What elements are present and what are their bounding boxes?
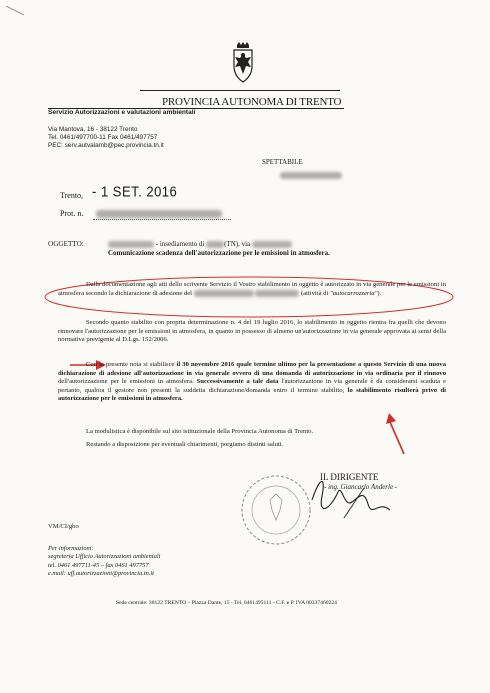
handwritten-signature <box>304 470 394 530</box>
p1-text-b: (attività di <box>301 289 329 297</box>
redacted-date-2 <box>255 290 299 297</box>
p1-text-d: ). <box>377 289 382 297</box>
info-line-2: tel. 0461 497711-45 – fax 0461 497757 <box>48 561 149 569</box>
p3-text-a: Con la presente nota si stabilisce <box>86 361 177 368</box>
p1-activity: "autocarrozzeria" <box>329 289 378 297</box>
info-label: Per informazioni: <box>48 545 94 552</box>
redacted-subject-place <box>206 241 224 248</box>
info-line-3: e.mail: uff.autorizzazioni@provincia.tn.it <box>48 570 154 578</box>
subject-text-a: - insediamento di <box>155 240 205 248</box>
phone-line: Tel. 0461/497700-11 Fax 0461/497757 <box>48 134 158 141</box>
eagle-coat-of-arms-icon <box>228 42 258 84</box>
service-name: Servizio Autorizzazioni e valutazioni ambientali <box>48 109 196 116</box>
footer-address: Sede centrale: 38122 TRENTO – Piazza Dante, 15 - Tel. 0461495111 - C.F. e P. IVA 00337460224 <box>116 600 337 606</box>
prot-dotted-line <box>93 219 231 220</box>
p3-text-e: l'autorizzazione in via generale è da considerarsi scaduta e pertanto, qualora il gestore non presenti la suddetta dichiarazione/domanda entro il termine stabilito, <box>58 378 446 394</box>
redacted-protocol <box>96 210 222 218</box>
info-block <box>48 545 160 579</box>
scan-mark <box>4 4 28 18</box>
subject-label: OGGETTO: <box>48 240 84 248</box>
redacted-date-1 <box>194 290 254 297</box>
pec-line: PEC: serv.autvalamb@pec.provincia.tn.it <box>48 142 164 149</box>
signatory-title: IL DIRIGENTE <box>320 472 379 482</box>
p3-deadline: il 30 novembre 2016 quale termine ultimo per la presentazione a questo Servizio di una nuova dichiarazione di adesione all'autorizzazione in via generale ovvero di una domanda di autorizzazione in via ordinaria per il rinnovo <box>58 361 446 377</box>
signatory-name: - ing. Giancarlo Anderle - <box>324 483 398 491</box>
paragraph-2: Secondo quanto stabilito con propria determinazione n. 4 del 19 luglio 2016, lo stabilimento in oggetto rientra fra quelli che devono rinnovare l'autorizzazione per le emissioni in atmosfera, in quanto in possesso di almeno un'autorizzazione in via generale approvata ai sensi della normativa previgente al D.Lgs. 152/2006. <box>58 319 446 344</box>
subject-line-1 <box>108 240 292 248</box>
redacted-subject-street <box>252 241 292 248</box>
prot-label: Prot. n. <box>60 209 84 218</box>
p3-consequence: lo stabilimento risulterà privo di autorizzazione per le emissioni in atmosfera. <box>58 386 446 403</box>
paragraph-5: Restando a disposizione per eventuali chiarimenti, porgiamo distinti saluti. <box>86 441 284 448</box>
header-rule <box>140 90 340 91</box>
address-line: Via Mantova, 16 - 38122 Trento <box>48 126 138 133</box>
subject-line-2: Comunicazione scadenza dell'autorizzazione per le emissioni in atmosfera. <box>108 249 330 257</box>
subject-text-b: (TN), via <box>224 240 251 248</box>
redacted-recipient <box>280 172 342 179</box>
p1-text-a: Dalla documentazione agli atti dello scrivente Servizio il Vostro stabilimento in oggetto è autorizzato in via generale per le emissioni in atmosfera secondo la dichiarazione di adesione del <box>58 281 446 297</box>
p3-text-c: dell'autorizzazione per le emissioni in atmosfera. <box>58 378 197 386</box>
paragraph-3 <box>58 361 446 404</box>
recipient-label: SPETTABILE <box>262 158 303 166</box>
paragraph-1 <box>58 281 446 298</box>
paragraph-4: La modulistica è disponibile sul sito istituzionale della Provincia Autonoma di Trento. <box>86 428 314 435</box>
place-label: Trento, <box>60 191 84 200</box>
info-line-1: segreteria Ufficio Autorizzazioni ambientali <box>48 553 161 561</box>
redacted-subject-name <box>108 241 154 248</box>
p3-after-date: Successivamente a tale data <box>196 378 279 386</box>
initials: VM/CI/gbo <box>48 523 79 530</box>
province-name: PROVINCIA AUTONOMA DI TRENTO <box>162 96 342 108</box>
date-stamp: - 1 SET. 2016 <box>92 183 178 200</box>
